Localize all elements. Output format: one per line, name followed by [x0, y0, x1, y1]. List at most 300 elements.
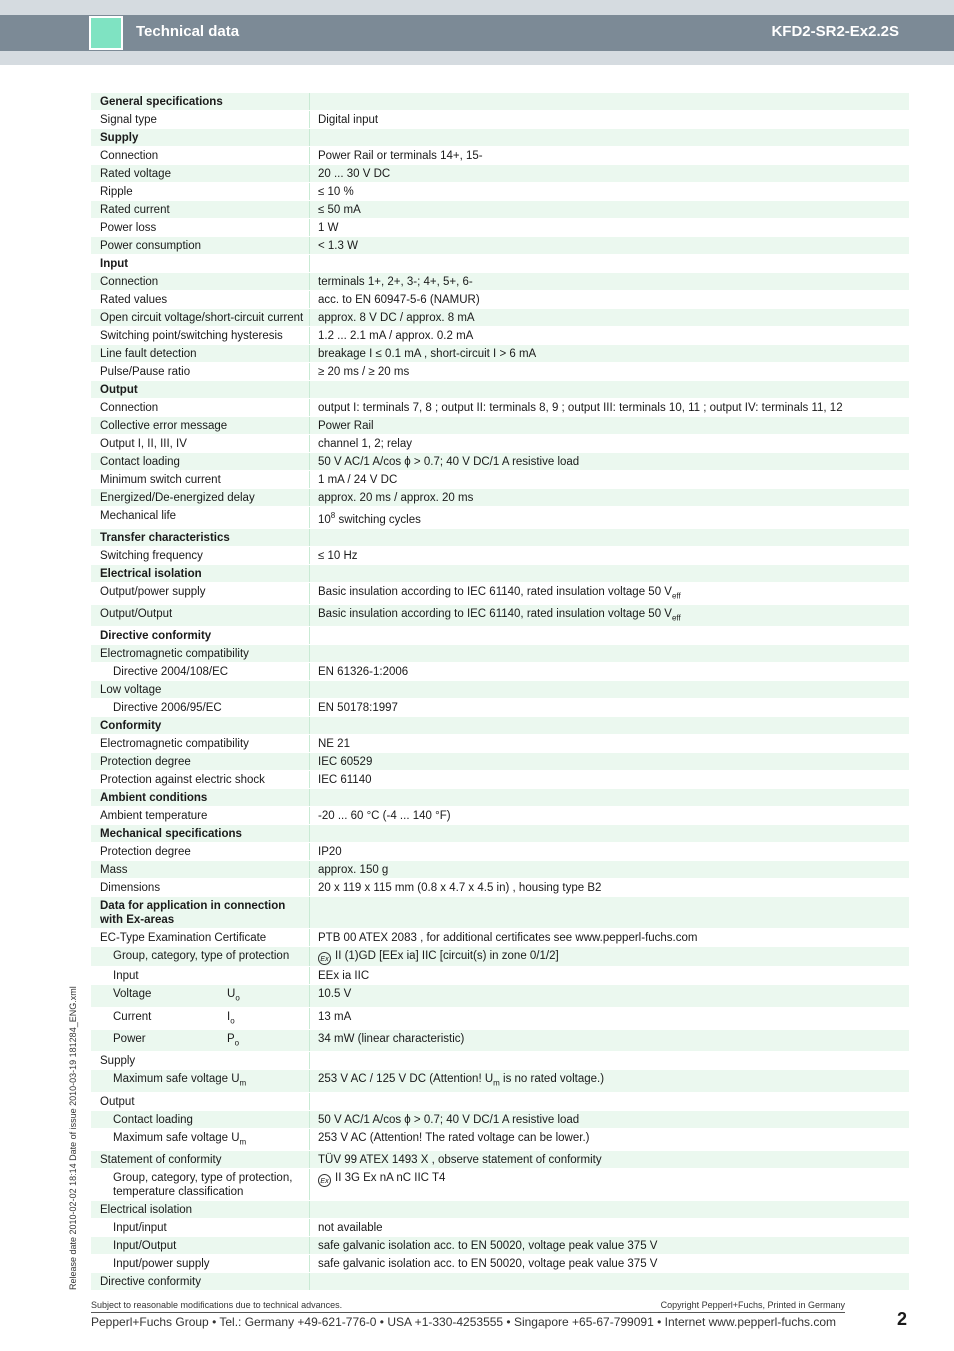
symbol-subscript: o [230, 1016, 235, 1026]
spec-label [91, 93, 310, 110]
spec-value [310, 1070, 909, 1091]
spec-label-text: Directive conformity [100, 630, 212, 643]
spec-label-text: Connection [100, 402, 159, 414]
section-header-row [91, 897, 909, 929]
symbol-letter: P [227, 1033, 235, 1046]
spec-symbol [227, 1033, 240, 1048]
spec-row [91, 219, 909, 237]
spec-label [91, 699, 310, 716]
spec-value [310, 627, 909, 644]
spec-value-text: acc. to EN 60947-5-6 (NAMUR) [318, 294, 480, 306]
spec-value-text: ≥ 20 ms / ≥ 20 ms [318, 366, 410, 378]
spec-label-text: Input [100, 258, 129, 270]
spec-label [91, 565, 310, 582]
page-number: 2 [897, 1309, 908, 1329]
value-subscript: eff [671, 591, 681, 601]
spec-value-text: approx. 8 V DC / approx. 8 mA [318, 312, 475, 324]
value-subscript: m [493, 1078, 500, 1088]
spec-row [91, 201, 909, 219]
spec-value-text: 253 V AC / 125 V DC (Attention! U [318, 1073, 494, 1086]
spec-value-text: terminals 1+, 2+, 3-; 4+, 5+, 6- [318, 276, 473, 288]
spec-row [91, 861, 909, 879]
spec-label [91, 897, 310, 928]
spec-label-text: Group, category, type of protection [113, 950, 290, 963]
spec-label [91, 717, 310, 734]
spec-value [310, 309, 909, 326]
spec-value-text: 34 mW (linear characteristic) [318, 1033, 465, 1046]
spec-label-text: Voltage [113, 988, 152, 1001]
section-header-row [91, 255, 909, 273]
spec-label-text: Input [113, 970, 139, 983]
spec-value [310, 1030, 909, 1051]
spec-label-text: Output/power supply [100, 585, 206, 598]
spec-label [91, 789, 310, 806]
spec-label-text: Directive 2006/95/EC [113, 702, 222, 715]
spec-value-text: EN 50178:1997 [318, 702, 398, 715]
spec-label [91, 605, 310, 626]
page-header [0, 15, 954, 51]
spec-label-text: EC-Type Examination Certificate [100, 932, 267, 945]
spec-label-text: Supply [100, 132, 139, 144]
spec-value-text: 50 V AC/1 A/cos ϕ > 0.7; 40 V DC/1 A resistive load [318, 1113, 580, 1126]
spec-value-text: ≤ 10 Hz [318, 549, 358, 562]
top-strip [0, 0, 954, 15]
spec-value [310, 129, 909, 146]
spec-value-text: EEx ia IIC [318, 970, 370, 983]
spec-row [91, 1030, 909, 1052]
spec-value [310, 1273, 909, 1290]
spec-label-text: Input/power supply [113, 1257, 210, 1270]
spec-label [91, 291, 310, 308]
spec-label-text: Switching frequency [100, 549, 203, 562]
spec-value [310, 1111, 909, 1128]
spec-row [91, 583, 909, 605]
spec-label [91, 1151, 310, 1168]
spec-label [91, 183, 310, 200]
spec-value [310, 753, 909, 770]
spec-label [91, 345, 310, 362]
spec-label-text: Group, category, type of protection, temperature classification [113, 1171, 293, 1198]
spec-label [91, 735, 310, 752]
spec-label-text: Input/input [113, 1221, 167, 1234]
spec-row [91, 363, 909, 381]
spec-label-text: Conformity [100, 720, 162, 733]
spec-symbol [227, 988, 240, 1003]
spec-label-text: Pulse/Pause ratio [100, 366, 191, 378]
page-title: Technical data [136, 23, 240, 40]
spec-value [310, 529, 909, 546]
spec-label [91, 309, 310, 326]
spec-row [91, 327, 909, 345]
spec-label-text: Rated voltage [100, 168, 171, 180]
spec-label-text: Contact loading [100, 456, 180, 468]
spec-label [91, 825, 310, 842]
spec-row [91, 471, 909, 489]
spec-value-text: < 1.3 W [318, 240, 358, 252]
spec-label [91, 237, 310, 254]
spec-label [91, 947, 310, 966]
section-header-row [91, 825, 909, 843]
spec-label-text: Mass [100, 864, 128, 877]
symbol-subscript: o [235, 993, 240, 1003]
spec-value-text: IEC 60529 [318, 756, 373, 769]
spec-value-tail: is no rated voltage.) [499, 1073, 605, 1086]
spec-label [91, 165, 310, 182]
spec-value [310, 699, 909, 716]
spec-row [91, 1273, 909, 1291]
spec-label [91, 453, 310, 470]
section-header-row [91, 627, 909, 645]
spec-value-text: 13 mA [318, 1010, 352, 1023]
spec-label [91, 929, 310, 946]
spec-value-tail: switching cycles [335, 513, 421, 526]
spec-value [310, 605, 909, 626]
spec-label [91, 861, 310, 878]
spec-value [310, 879, 909, 896]
spec-label-text: Output/Output [100, 608, 173, 621]
spec-value-text: ≤ 10 % [318, 186, 354, 198]
spec-table [91, 93, 909, 1291]
spec-value-text: 10.5 V [318, 988, 352, 1001]
spec-label [91, 219, 310, 236]
spec-row [91, 645, 909, 663]
spec-label [91, 399, 310, 416]
spec-row [91, 1151, 909, 1169]
spec-value [310, 843, 909, 860]
spec-value [310, 147, 909, 164]
spec-label-text: Collective error message [100, 420, 228, 432]
spec-value [310, 929, 909, 946]
spec-label-text: Directive conformity [100, 1275, 201, 1288]
spec-label [91, 1030, 310, 1051]
spec-value [310, 255, 909, 272]
spec-label [91, 1273, 310, 1290]
spec-value-text: 50 V AC/1 A/cos ϕ > 0.7; 40 V DC/1 A resistive load [318, 456, 580, 468]
spec-value [310, 381, 909, 398]
spec-label-text: Open circuit voltage/short-circuit current [100, 312, 304, 324]
spec-label-text: Low voltage [100, 684, 162, 697]
spec-value-text: IP20 [318, 846, 342, 859]
footer-note: Subject to reasonable modifications due to technical advances. [91, 1300, 343, 1310]
spec-label [91, 129, 310, 146]
spec-row [91, 111, 909, 129]
spec-row [91, 273, 909, 291]
spec-label-text: Protection degree [100, 846, 191, 859]
spec-label-text: Ripple [100, 186, 133, 198]
spec-label [91, 471, 310, 488]
symbol-subscript: o [234, 1038, 240, 1048]
spec-row [91, 947, 909, 967]
spec-row [91, 807, 909, 825]
spec-value-text: 1.2 ... 2.1 mA / approx. 0.2 mA [318, 330, 474, 342]
spec-value [310, 663, 909, 680]
spec-value [310, 237, 909, 254]
spec-label [91, 1070, 310, 1091]
section-header-row [91, 565, 909, 583]
spec-label [91, 985, 310, 1006]
spec-row [91, 1237, 909, 1255]
spec-label [91, 1052, 310, 1069]
spec-row [91, 929, 909, 947]
product-code: KFD2-SR2-Ex2.2S [771, 23, 899, 40]
spec-value-text: 253 V AC (Attention! The rated voltage can be lower.) [318, 1131, 590, 1144]
spec-label [91, 753, 310, 770]
spec-value [310, 789, 909, 806]
sub-strip [0, 51, 954, 65]
spec-label-text: Input/Output [113, 1239, 177, 1252]
spec-label [91, 843, 310, 860]
spec-value-text: safe galvanic isolation acc. to EN 50020, voltage peak value 375 V [318, 1257, 658, 1270]
spec-value-text: breakage I ≤ 0.1 mA , short-circuit I > 6 mA [318, 348, 537, 360]
spec-value-text: Power Rail or terminals 14+, 15- [318, 150, 483, 162]
spec-label-text: Directive 2004/108/EC [113, 666, 229, 679]
spec-value-text: Power Rail [318, 420, 374, 432]
spec-label [91, 489, 310, 506]
footer-notes [91, 1300, 845, 1313]
spec-value [310, 1169, 909, 1200]
spec-row [91, 663, 909, 681]
spec-value-text: 1 W [318, 222, 339, 234]
spec-row [91, 879, 909, 897]
spec-label-text: Output [100, 1095, 135, 1108]
spec-label [91, 507, 310, 528]
spec-label-text: Protection degree [100, 756, 191, 769]
spec-label-text: Mechanical specifications [100, 828, 242, 841]
spec-label-text: Mechanical life [100, 510, 177, 522]
spec-label-text: Signal type [100, 114, 157, 126]
spec-label-text: Output I, II, III, IV [100, 438, 187, 450]
spec-value [310, 273, 909, 290]
spec-value [310, 861, 909, 878]
spec-value-text: II 3G Ex nA nC IIC T4 [335, 1171, 446, 1184]
spec-value [310, 1093, 909, 1110]
spec-label [91, 627, 310, 644]
section-header-row [91, 381, 909, 399]
ex-symbol-icon: Ex [318, 952, 331, 965]
label-subscript: m [239, 1136, 247, 1146]
spec-value [310, 345, 909, 362]
spec-label [91, 645, 310, 662]
spec-label-text: Rated current [100, 204, 170, 216]
spec-value-text: 20 ... 30 V DC [318, 168, 391, 180]
spec-label [91, 879, 310, 896]
spec-label [91, 1237, 310, 1254]
spec-row [91, 985, 909, 1007]
spec-value [310, 291, 909, 308]
spec-label-text: Current [113, 1010, 152, 1023]
spec-value [310, 947, 909, 966]
spec-label [91, 663, 310, 680]
spec-label [91, 583, 310, 604]
spec-value [310, 547, 909, 564]
spec-label [91, 147, 310, 164]
spec-label [91, 255, 310, 272]
spec-label-text: Minimum switch current [100, 474, 221, 486]
spec-value [310, 681, 909, 698]
spec-value [310, 93, 909, 110]
spec-value-text: PTB 00 ATEX 2083 , for additional certificates see www.pepperl-fuchs.com [318, 932, 698, 945]
spec-row [91, 753, 909, 771]
spec-label-text: Dimensions [100, 882, 161, 895]
spec-label [91, 1129, 310, 1150]
spec-label-text: Supply [100, 1055, 136, 1068]
spec-value [310, 771, 909, 788]
spec-row [91, 453, 909, 471]
spec-label [91, 111, 310, 128]
spec-row [91, 291, 909, 309]
spec-label [91, 1219, 310, 1236]
spec-label [91, 807, 310, 824]
spec-row [91, 345, 909, 363]
section-header-row [91, 529, 909, 547]
spec-value [310, 645, 909, 662]
section-header-row [91, 789, 909, 807]
spec-value-text: output I: terminals 7, 8 ; output II: terminals 8, 9 ; output III: terminals 10, 11 ; output IV: terminals 11, 12 [318, 402, 843, 414]
spec-value-text: safe galvanic isolation acc. to EN 50020, voltage peak value 375 V [318, 1239, 658, 1252]
spec-row [91, 605, 909, 627]
spec-value [310, 471, 909, 488]
spec-value [310, 165, 909, 182]
spec-value [310, 897, 909, 928]
spec-row [91, 1255, 909, 1273]
spec-value-text: 10 [318, 513, 331, 526]
spec-value [310, 201, 909, 218]
spec-value [310, 967, 909, 984]
spec-label-text: Output [100, 384, 138, 396]
spec-label [91, 363, 310, 380]
spec-row [91, 843, 909, 861]
spec-row [91, 1070, 909, 1092]
spec-row [91, 435, 909, 453]
spec-label-text: Energized/De-energized delay [100, 492, 255, 504]
spec-label-text: Electrical isolation [100, 567, 202, 580]
spec-label [91, 1201, 310, 1218]
spec-value-text: 20 x 119 x 115 mm (0.8 x 4.7 x 4.5 in) , housing type B2 [318, 882, 602, 895]
spec-label-text: Connection [100, 150, 159, 162]
spec-value [310, 583, 909, 604]
spec-value-text: EN 61326-1:2006 [318, 666, 409, 679]
spec-row [91, 183, 909, 201]
spec-value-text: approx. 20 ms / approx. 20 ms [318, 492, 474, 504]
ex-symbol-icon: Ex [318, 1174, 331, 1187]
spec-label [91, 529, 310, 546]
spec-label-text: Rated values [100, 294, 168, 306]
spec-label [91, 381, 310, 398]
spec-label-text: Electromagnetic compatibility [100, 738, 249, 751]
spec-label [91, 327, 310, 344]
value-subscript: eff [671, 613, 681, 623]
spec-row [91, 399, 909, 417]
brand-square-icon [89, 16, 123, 50]
spec-symbol [227, 1010, 235, 1026]
spec-value-text: Digital input [318, 114, 379, 126]
spec-label-text: Maximum safe voltage U [113, 1073, 240, 1086]
spec-row [91, 1093, 909, 1111]
spec-label [91, 1255, 310, 1272]
spec-label-text: Statement of conformity [100, 1153, 222, 1166]
spec-value [310, 565, 909, 582]
spec-label [91, 967, 310, 984]
spec-row [91, 547, 909, 565]
spec-row [91, 1219, 909, 1237]
spec-label-text: Maximum safe voltage U [113, 1131, 240, 1144]
spec-value [310, 1008, 909, 1029]
section-header-row [91, 93, 909, 111]
spec-value [310, 1151, 909, 1168]
footer-copyright: Copyright Pepperl+Fuchs, Printed in Germany [660, 1300, 845, 1310]
release-info: Release date 2010-02-02 18:14 Date of issue 2010-03-19 181284_ENG.xml [68, 986, 78, 1290]
value-superscript: 8 [330, 511, 336, 520]
spec-value [310, 825, 909, 842]
spec-value [310, 363, 909, 380]
spec-label-text: Line fault detection [100, 348, 197, 360]
spec-value [310, 1201, 909, 1218]
spec-label-text: Ambient conditions [100, 792, 208, 805]
section-header-row [91, 129, 909, 147]
spec-row [91, 1008, 909, 1030]
spec-row [91, 1111, 909, 1129]
spec-label [91, 201, 310, 218]
spec-value [310, 985, 909, 1006]
spec-label [91, 1111, 310, 1128]
spec-row [91, 1129, 909, 1151]
spec-label [91, 1169, 310, 1200]
spec-label-text: Contact loading [113, 1113, 193, 1126]
spec-label-text: Power [113, 1033, 146, 1046]
spec-value-text: not available [318, 1221, 383, 1234]
spec-value [310, 219, 909, 236]
spec-value-text: II (1)GD [EEx ia] IIC [circuit(s) in zone 0/1/2] [335, 950, 559, 963]
spec-value [310, 327, 909, 344]
spec-label [91, 1093, 310, 1110]
spec-label-text: Data for application in connection with Ex-areas [100, 900, 286, 927]
spec-value [310, 435, 909, 452]
spec-row [91, 489, 909, 507]
spec-row [91, 309, 909, 327]
spec-value [310, 735, 909, 752]
spec-value-text: Basic insulation according to IEC 61140, rated insulation voltage 50 V [318, 608, 672, 621]
symbol-letter: U [227, 988, 236, 1001]
spec-row [91, 735, 909, 753]
spec-value-text: channel 1, 2; relay [318, 438, 412, 450]
spec-label [91, 435, 310, 452]
spec-row [91, 967, 909, 985]
spec-row [91, 699, 909, 717]
section-header-row [91, 717, 909, 735]
spec-value [310, 1219, 909, 1236]
spec-value-text: -20 ... 60 °C (-4 ... 140 °F) [318, 810, 451, 823]
spec-value [310, 1255, 909, 1272]
spec-row [91, 147, 909, 165]
spec-label [91, 273, 310, 290]
spec-value-text: approx. 150 g [318, 864, 389, 877]
spec-value [310, 417, 909, 434]
spec-value [310, 1237, 909, 1254]
spec-label-text: Electrical isolation [100, 1203, 193, 1216]
spec-row [91, 1169, 909, 1201]
symbol-letter: I [227, 1010, 231, 1023]
spec-label-text: Connection [100, 276, 159, 288]
spec-value [310, 111, 909, 128]
spec-value [310, 183, 909, 200]
spec-value-text: Basic insulation according to IEC 61140, rated insulation voltage 50 V [318, 585, 672, 598]
spec-label-text: Power loss [100, 222, 157, 234]
spec-label [91, 547, 310, 564]
spec-value [310, 1052, 909, 1069]
spec-value [310, 399, 909, 416]
spec-value [310, 453, 909, 470]
spec-label-text: General specifications [100, 96, 223, 108]
